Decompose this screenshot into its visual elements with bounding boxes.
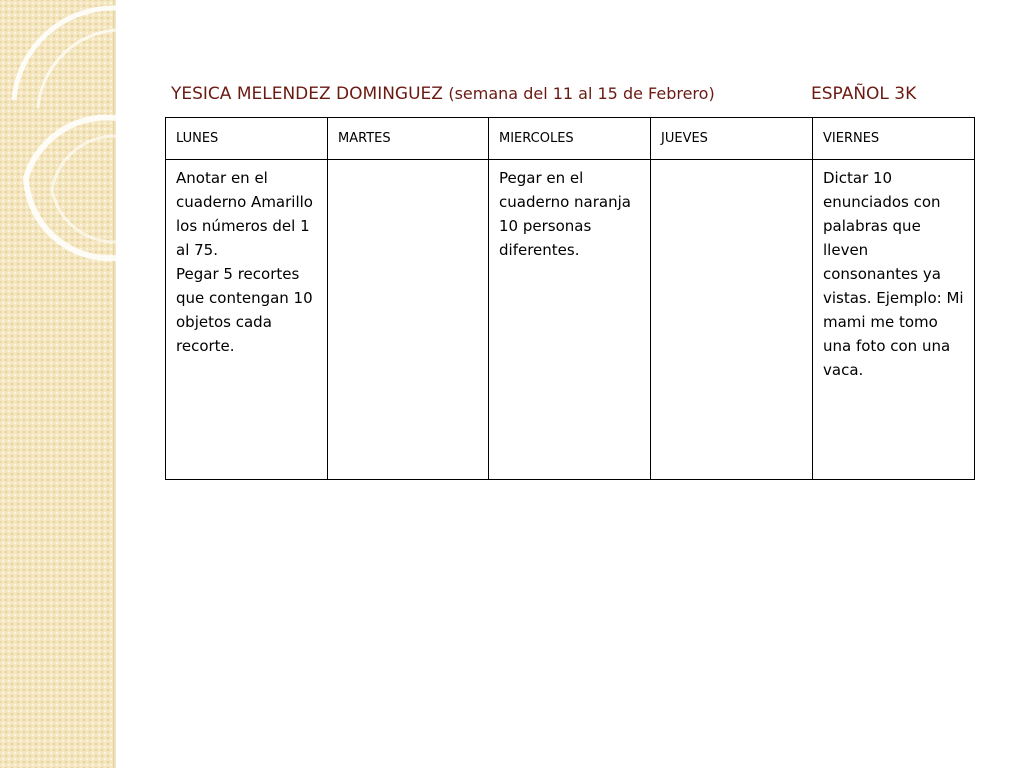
header-viernes: VIERNES [813,118,975,160]
slide-title [171,84,971,110]
cell-viernes: Dictar 10 enunciados con palabras que lleven consonantes ya vistas. Ejemplo: Mi mami me tomo una foto con una vaca. [813,160,975,480]
title-week-range: (semana del 11 al 15 de Febrero) [448,84,715,103]
header-miercoles: MIERCOLES [489,118,651,160]
cell-martes [328,160,489,480]
weekly-schedule-table [165,117,975,480]
decorative-arcs [0,0,116,300]
title-subject: ESPAÑOL 3K [811,84,917,104]
table-header-row [166,118,975,160]
header-jueves: JUEVES [651,118,813,160]
cell-jueves [651,160,813,480]
cell-lunes: Anotar en el cuaderno Amarillo los números del 1 al 75. Pegar 5 recortes que contengan 10 objetos cada recorte. [166,160,328,480]
header-martes: MARTES [328,118,489,160]
table-row [166,160,975,480]
title-student-name: YESICA MELENDEZ DOMINGUEZ [171,84,443,104]
header-lunes: LUNES [166,118,328,160]
cell-miercoles: Pegar en el cuaderno naranja 10 personas diferentes. [489,160,651,480]
